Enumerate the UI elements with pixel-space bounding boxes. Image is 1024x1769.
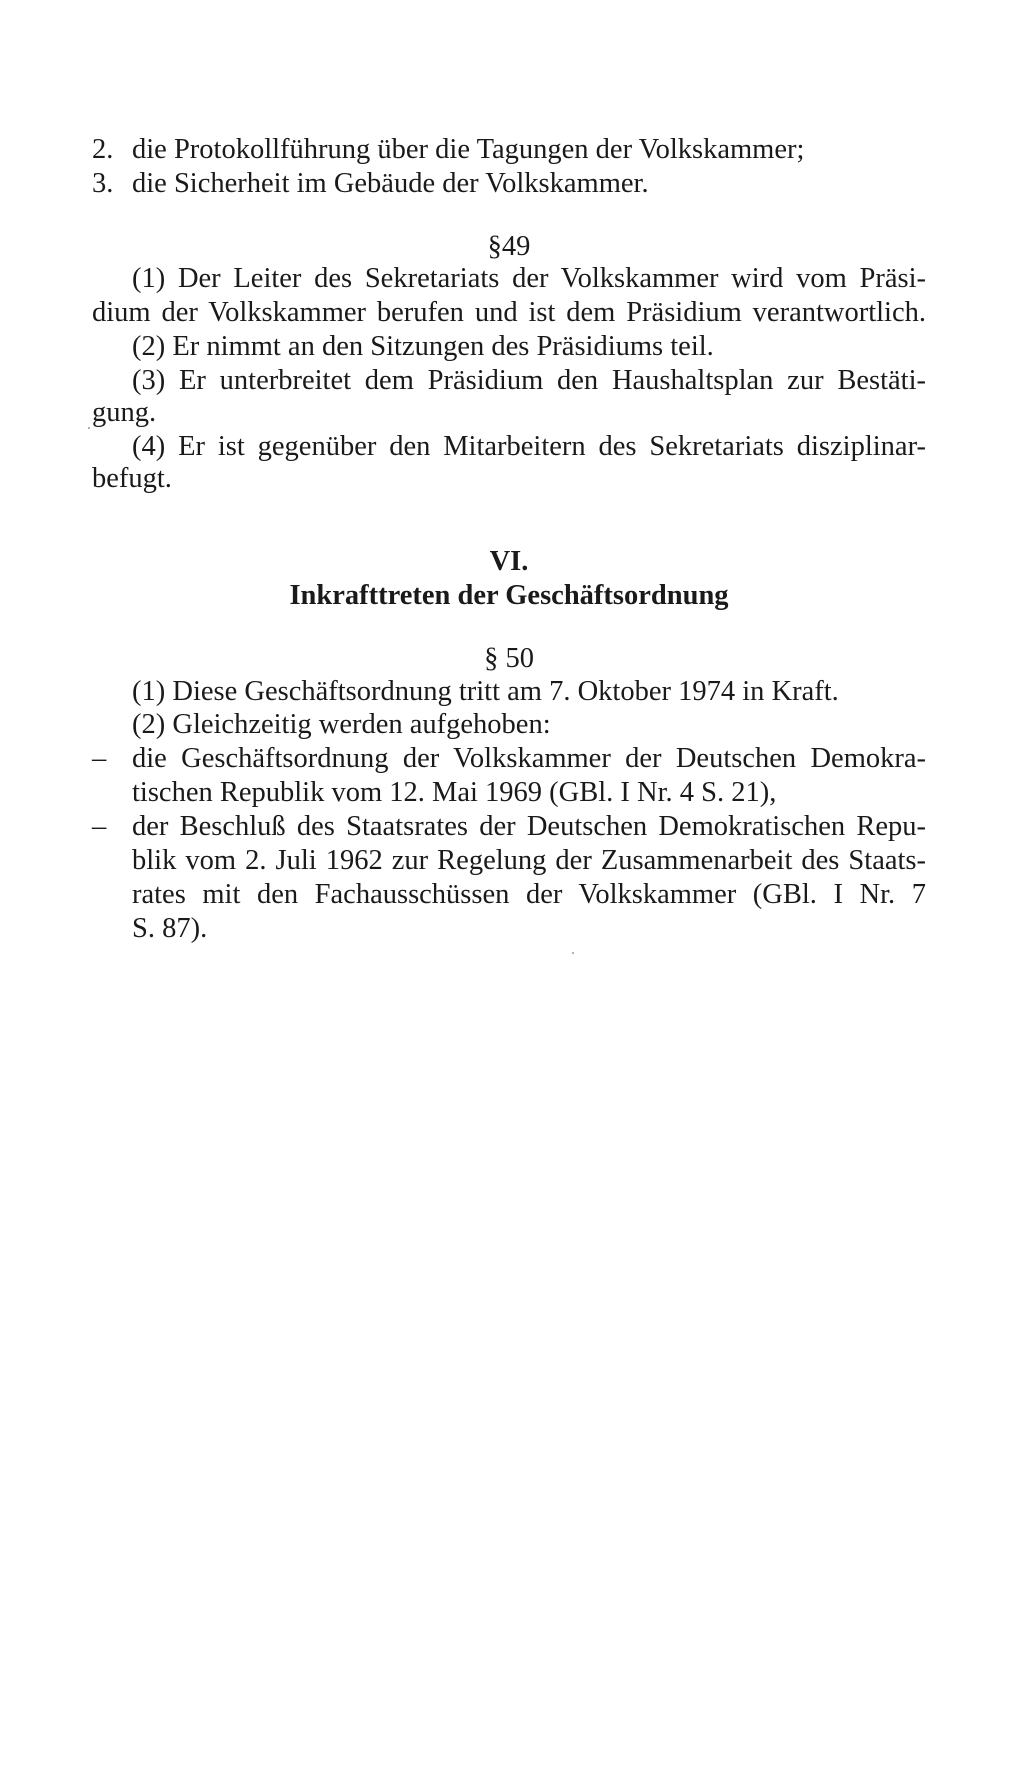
section-heading-49: §49 xyxy=(487,231,531,262)
list-text: die Protokollführung über die Tagungen der Volkskammer; xyxy=(132,134,805,165)
paragraph-line: (1) Diese Geschäftsordnung tritt am 7. Oktober 1974 in Kraft. xyxy=(132,676,839,707)
chapter-title: Inkrafttreten der Geschäftsordnung xyxy=(289,580,729,611)
paragraph-line: dium der Volkskammer berufen und ist dem Präsidium verantwortlich. xyxy=(92,297,926,328)
paragraph-line: befugt. xyxy=(92,463,172,494)
scan-speck xyxy=(88,427,90,429)
list-number: 2. xyxy=(92,134,114,165)
section-heading-50: § 50 xyxy=(484,643,534,674)
list-item xyxy=(92,167,649,201)
paragraph-line: (1) Der Leiter des Sekretariats der Volkskammer wird vom Präsi- xyxy=(132,263,926,294)
paragraph-line: tischen Republik vom 12. Mai 1969 (GBl. I Nr. 4 S. 21), xyxy=(132,777,777,808)
dash-list-item xyxy=(92,810,926,844)
paragraph-line: (2) Gleichzeitig werden aufgehoben: xyxy=(132,709,551,740)
dash-list-text: der Beschluß des Staatsrates der Deutschen Demokratischen Repu- xyxy=(132,811,926,842)
paragraph-line: rates mit den Fachausschüssen der Volkskammer (GBl. I Nr. 7 xyxy=(132,879,926,910)
paragraph-line: (4) Er ist gegenüber den Mitarbeitern des Sekretariats disziplinar- xyxy=(132,431,926,462)
scan-speck xyxy=(572,952,574,954)
paragraph-line: blik vom 2. Juli 1962 zur Regelung der Zusammenarbeit des Staats- xyxy=(132,845,926,876)
paragraph-line: (3) Er unterbreitet dem Präsidium den Haushaltsplan zur Bestäti- xyxy=(132,365,926,396)
dash-list-item xyxy=(92,742,926,776)
dash-marker: – xyxy=(92,811,107,842)
chapter-number: VI. xyxy=(489,546,529,577)
dash-list-text: die Geschäftsordnung der Volkskammer der Deutschen Demokra- xyxy=(132,743,926,774)
dash-marker: – xyxy=(92,743,107,774)
paragraph-line: (2) Er nimmt an den Sitzungen des Präsidiums teil. xyxy=(132,331,714,362)
list-text: die Sicherheit im Gebäude der Volkskammer. xyxy=(132,168,649,199)
list-number: 3. xyxy=(92,168,114,199)
paragraph-line: gung. xyxy=(92,397,157,428)
list-item xyxy=(92,133,804,167)
paragraph-line: S. 87). xyxy=(132,913,208,944)
